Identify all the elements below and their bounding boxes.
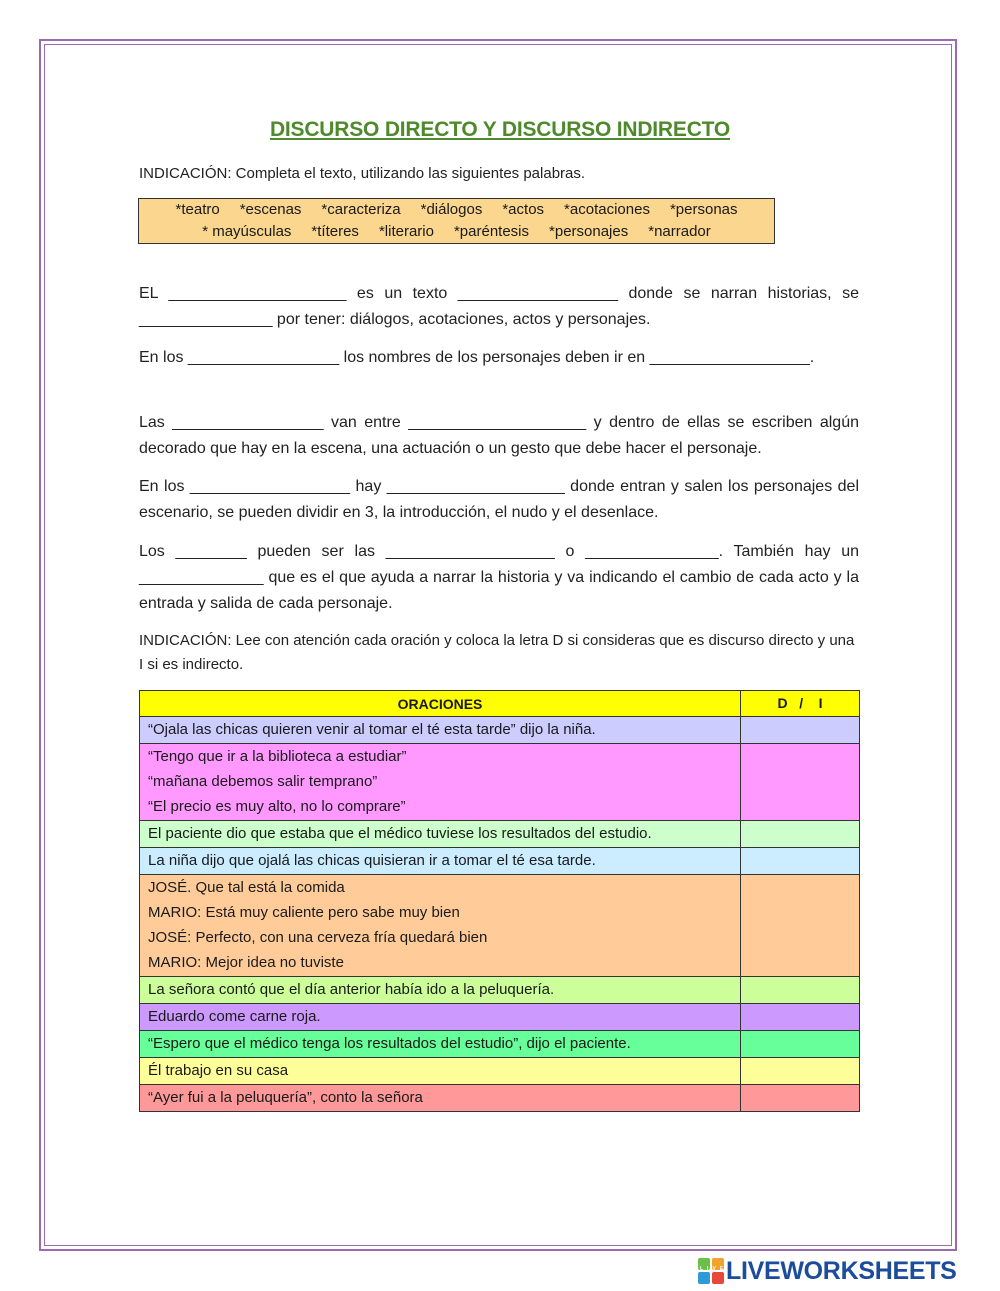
sentence-table — [139, 690, 860, 1112]
sentence-cell — [140, 1085, 741, 1112]
table-row — [140, 717, 860, 744]
table-row — [140, 744, 860, 821]
answer-cell-d-i[interactable] — [741, 977, 860, 1004]
paragraph-3: Las _________________ van entre ____________________ y dentro de ellas se escriben algún decorado que hay en la escena, una actuación o un gesto que debe hacer el personaje. — [139, 414, 859, 457]
instruction-2: INDICACIÓN: Lee con atención cada oración y coloca la letra D si consideras que es discurso directo y una I si es indirecto. — [139, 632, 855, 673]
word-bank-word: *títeres — [311, 223, 359, 240]
word-bank-word: *acotaciones — [564, 201, 650, 218]
sentence-line: MARIO: Está muy caliente pero sabe muy bien — [148, 904, 460, 921]
table-row — [140, 1004, 860, 1031]
answer-cell-d-i[interactable] — [741, 744, 860, 821]
table-header-row — [140, 691, 860, 717]
word-bank-word: *diálogos — [420, 201, 483, 218]
answer-cell-d-i[interactable] — [741, 875, 860, 977]
paragraph-1: EL ____________________ es un texto __________________ donde se narran historias, se _______________ por tener: diálogos, acotaciones, actos y personajes. — [139, 285, 859, 328]
sentence-cell — [140, 875, 741, 977]
answer-cell-d-i[interactable] — [741, 848, 860, 875]
sentence-line: La niña dijo que ojalá las chicas quisieran ir a tomar el té esa tarde. — [148, 852, 596, 869]
sentence-cell — [140, 1004, 741, 1031]
table-row — [140, 1058, 860, 1085]
word-bank-word: *teatro — [175, 201, 220, 218]
sentence-line: “Espero que el médico tenga los resultados del estudio”, dijo el paciente. — [148, 1035, 631, 1052]
table-row — [140, 875, 860, 977]
sentence-line: “Ojala las chicas quieren venir al tomar el té esta tarde” dijo la niña. — [148, 721, 596, 738]
header-oraciones: ORACIONES — [140, 691, 741, 717]
word-bank-word: *personas — [669, 201, 738, 218]
table-row — [140, 821, 860, 848]
sentence-line: “Tengo que ir a la biblioteca a estudiar” — [148, 748, 407, 765]
logo-text: LIVEWORKSHEETS — [726, 1256, 957, 1285]
word-bank-word: *actos — [502, 201, 545, 218]
header-d-i: D / I — [741, 691, 860, 717]
instruction-1: INDICACIÓN: Completa el texto, utilizando las siguientes palabras. — [139, 165, 586, 182]
sentence-line: JOSÉ. Que tal está la comida — [148, 879, 345, 896]
sentence-cell — [140, 848, 741, 875]
answer-cell-d-i[interactable] — [741, 1085, 860, 1112]
word-bank — [138, 198, 775, 244]
sentence-line: “El precio es muy alto, no lo comprare” — [148, 798, 406, 815]
table-row — [140, 1085, 860, 1112]
word-bank-row-2 — [139, 221, 774, 243]
table-row — [140, 1031, 860, 1058]
sentence-cell — [140, 1031, 741, 1058]
word-bank-word: *personajes — [549, 223, 629, 240]
paragraph-2: En los _________________ los nombres de los personajes deben ir en __________________. — [139, 349, 815, 366]
sentence-line: La señora contó que el día anterior había ido a la peluquería. — [148, 981, 555, 998]
sentence-cell — [140, 744, 741, 821]
sentence-line: Eduardo come carne roja. — [148, 1008, 321, 1025]
sentence-cell — [140, 717, 741, 744]
word-bank-word: *literario — [378, 223, 434, 240]
sentence-line: “mañana debemos salir temprano” — [148, 773, 378, 790]
paragraph-5: Los ________ pueden ser las ___________________ o _______________. También hay un ______________ que es el que ayuda a narrar la historia y va indicando el cambio de cada acto y la entrada y salida de cada personaje. — [139, 543, 859, 612]
logo-small-text: LIVE — [700, 1266, 728, 1272]
liveworksheets-logo — [698, 1256, 957, 1286]
worksheet-title: DISCURSO DIRECTO Y DISCURSO INDIRECTO — [269, 118, 731, 141]
sentence-line: MARIO: Mejor idea no tuviste — [148, 954, 344, 971]
word-bank-word: *escenas — [239, 201, 302, 218]
answer-cell-d-i[interactable] — [741, 717, 860, 744]
table-row — [140, 848, 860, 875]
sentence-line: “Ayer fui a la peluquería”, conto la señora — [148, 1089, 423, 1106]
paragraph-4: En los __________________ hay ____________________ donde entran y salen los personajes del escenario, se pueden dividir en 3, la introducción, el nudo y el desenlace. — [139, 478, 859, 521]
table-row — [140, 977, 860, 1004]
sentence-cell — [140, 977, 741, 1004]
word-bank-word: *narrador — [648, 223, 711, 240]
word-bank-word: * mayúsculas — [202, 223, 292, 240]
word-bank-word: *caracteriza — [321, 201, 401, 218]
answer-cell-d-i[interactable] — [741, 1031, 860, 1058]
sentence-cell — [140, 821, 741, 848]
sentence-line: El paciente dio que estaba que el médico tuviese los resultados del estudio. — [148, 825, 652, 842]
sentence-line: Él trabajo en su casa — [148, 1062, 289, 1079]
answer-cell-d-i[interactable] — [741, 1004, 860, 1031]
sentence-line: JOSÉ: Perfecto, con una cerveza fría quedará bien — [148, 929, 488, 946]
answer-cell-d-i[interactable] — [741, 1058, 860, 1085]
sentence-cell — [140, 1058, 741, 1085]
answer-cell-d-i[interactable] — [741, 821, 860, 848]
word-bank-row-1 — [139, 199, 774, 221]
word-bank-word: *paréntesis — [453, 223, 530, 240]
